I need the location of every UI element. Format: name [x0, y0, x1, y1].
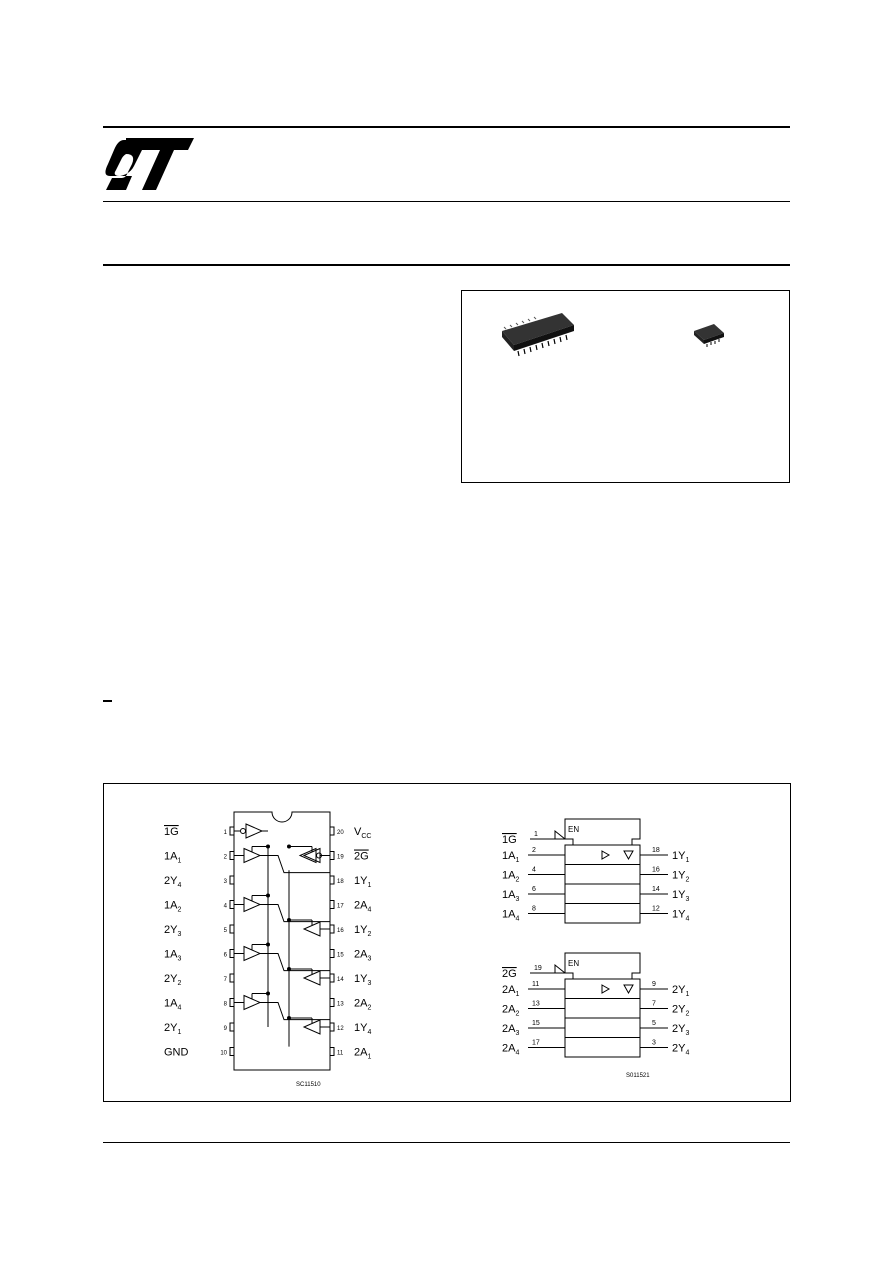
pin-number: 13 [337, 1001, 344, 1008]
diagram-code: SC11510 [296, 1082, 321, 1088]
pin-number: 12 [652, 905, 660, 913]
three-state-symbol [624, 851, 633, 859]
pin-label: 1G [164, 826, 179, 838]
wire [260, 954, 330, 971]
not-triangle [555, 965, 565, 973]
pin-label: $2A_4$ [354, 899, 372, 914]
pin-pad [330, 876, 334, 884]
en-label: EN [568, 825, 580, 834]
pin-label: $2Y_3$ [164, 924, 182, 938]
pin-pad [230, 1023, 234, 1031]
pin-pad [330, 852, 334, 860]
pin-label: $2A_1$ [354, 1046, 372, 1061]
pin-label: $1Y_1$ [354, 875, 372, 889]
top-rule [103, 126, 790, 128]
diagram-code: S011521 [626, 1073, 650, 1079]
pin-number: 8 [532, 905, 536, 913]
junction-dot [266, 894, 270, 898]
pin-number: 2 [532, 847, 536, 854]
pin-pad [330, 901, 334, 909]
junction-dot [266, 992, 270, 996]
output-label: $2Y_2$ [672, 1003, 690, 1018]
overbar-mark [103, 700, 112, 702]
pin-number: 11 [532, 981, 540, 988]
input-label: $2A_4$ [502, 1042, 520, 1057]
buffer-triangle [300, 849, 316, 863]
pin-number: 12 [337, 1026, 344, 1032]
pin-pad [330, 1023, 334, 1031]
pin-label: $1A_3$ [164, 948, 182, 963]
junction-dot [287, 845, 291, 849]
pin-number: 13 [532, 1000, 540, 1008]
pin-label: $V_{CC}$ [354, 826, 372, 840]
pin-number: 20 [337, 830, 344, 836]
logic-symbol-diagram [490, 805, 710, 1085]
pin-pad [330, 1048, 334, 1056]
junction-dot [287, 918, 291, 922]
pin-label: $1A_1$ [164, 850, 182, 865]
pin-label: 2G [502, 968, 517, 980]
pin-number: 3 [652, 1039, 656, 1047]
pin-number: 5 [652, 1020, 656, 1027]
pin-pad [230, 1048, 234, 1056]
pin-label: $2Y_4$ [164, 875, 182, 889]
pin-label: $1A_2$ [164, 899, 182, 914]
pin-pad [330, 827, 334, 835]
pin-label: $2Y_1$ [164, 1022, 182, 1036]
pin-pad [330, 925, 334, 933]
pin-number: 19 [337, 854, 344, 861]
header-rule [103, 201, 790, 202]
tssop-package-image [694, 324, 724, 347]
pin-pad [330, 950, 334, 958]
pin-pad [230, 950, 234, 958]
output-label: $1Y_1$ [672, 850, 690, 864]
pin-number: 2 [223, 854, 227, 861]
junction-dot [287, 967, 291, 971]
pin-number: 3 [223, 879, 227, 885]
pin-number: 17 [532, 1039, 540, 1047]
output-label: $1Y_4$ [672, 908, 690, 923]
pin-number: 9 [652, 981, 656, 988]
three-state-symbol [624, 985, 633, 993]
pin-number: 9 [223, 1026, 227, 1032]
title-rule [103, 264, 790, 266]
footer-rule [103, 1142, 790, 1143]
pin-number: 18 [337, 879, 344, 885]
input-label: $1A_4$ [502, 908, 520, 923]
pin-label: 2G [354, 850, 369, 863]
pin-pad [230, 901, 234, 909]
input-label: $1A_1$ [502, 850, 520, 864]
pin-pad [330, 999, 334, 1007]
wire [260, 905, 330, 922]
pin-number: 6 [223, 952, 227, 959]
not-triangle [555, 831, 565, 839]
pin-pad [230, 974, 234, 982]
pin-label: GND [164, 1046, 189, 1059]
sop-package-image [502, 313, 574, 356]
inverter-bubble [241, 829, 246, 834]
pin-number: 4 [532, 866, 536, 874]
pin-number: 8 [223, 1001, 227, 1008]
pin-number: 14 [337, 977, 344, 983]
pin-number: 11 [337, 1050, 344, 1057]
output-label: $2Y_1$ [672, 984, 690, 998]
pin-connection-diagram [160, 800, 420, 1090]
pin-label: $1Y_4$ [354, 1022, 372, 1036]
output-label: $2Y_3$ [672, 1023, 690, 1037]
output-label: $1Y_3$ [672, 889, 690, 903]
pin-number: 15 [337, 952, 344, 959]
package-box [461, 290, 790, 483]
pin-number: 15 [532, 1020, 540, 1027]
st-logo [104, 136, 196, 192]
buffer-symbol [602, 851, 609, 859]
pin-pad [230, 827, 234, 835]
junction-dot [266, 943, 270, 947]
pin-label: 1G [502, 834, 517, 846]
pin-number: 10 [220, 1050, 227, 1057]
pin-label: $1A_4$ [164, 997, 182, 1012]
package-images [462, 291, 788, 481]
pin-number: 7 [223, 977, 227, 983]
pin-number: 14 [652, 886, 660, 893]
input-label: $2A_3$ [502, 1023, 520, 1037]
input-label: $1A_2$ [502, 869, 520, 884]
junction-dot [287, 1016, 291, 1020]
pin-number: 1 [223, 830, 227, 836]
pin-number: 16 [652, 866, 660, 874]
pin-number: 19 [534, 965, 542, 972]
pin-number: 1 [534, 831, 538, 838]
pin-number: 7 [652, 1000, 656, 1008]
pin-label: $2A_3$ [354, 948, 372, 963]
logic-group-1 [502, 819, 689, 923]
pin-pad [230, 925, 234, 933]
pin-number: 4 [223, 903, 227, 910]
en-label: EN [568, 959, 580, 968]
pin-label: $2Y_2$ [164, 973, 182, 987]
output-label: $2Y_4$ [672, 1042, 690, 1057]
pin-number: 5 [223, 928, 227, 934]
output-label: $1Y_2$ [672, 869, 690, 884]
pin-number: 17 [337, 903, 344, 910]
pin-pad [230, 852, 234, 860]
buffer-triangle [246, 824, 262, 838]
pin-number: 18 [652, 847, 660, 854]
pin-pad [330, 974, 334, 982]
input-label: $2A_2$ [502, 1003, 520, 1018]
pin-number: 6 [532, 886, 536, 893]
input-label: $2A_1$ [502, 984, 520, 998]
pin-label: $1Y_3$ [354, 973, 372, 987]
logic-group-2 [502, 953, 689, 1057]
buffer-symbol [602, 985, 609, 993]
junction-dot [266, 845, 270, 849]
wire [260, 1003, 330, 1020]
pin-pad [230, 999, 234, 1007]
pin-number: 16 [337, 928, 344, 934]
pin-pad [230, 876, 234, 884]
pin-label: $1Y_2$ [354, 924, 372, 938]
pin-label: $2A_2$ [354, 997, 372, 1012]
input-label: $1A_3$ [502, 889, 520, 903]
